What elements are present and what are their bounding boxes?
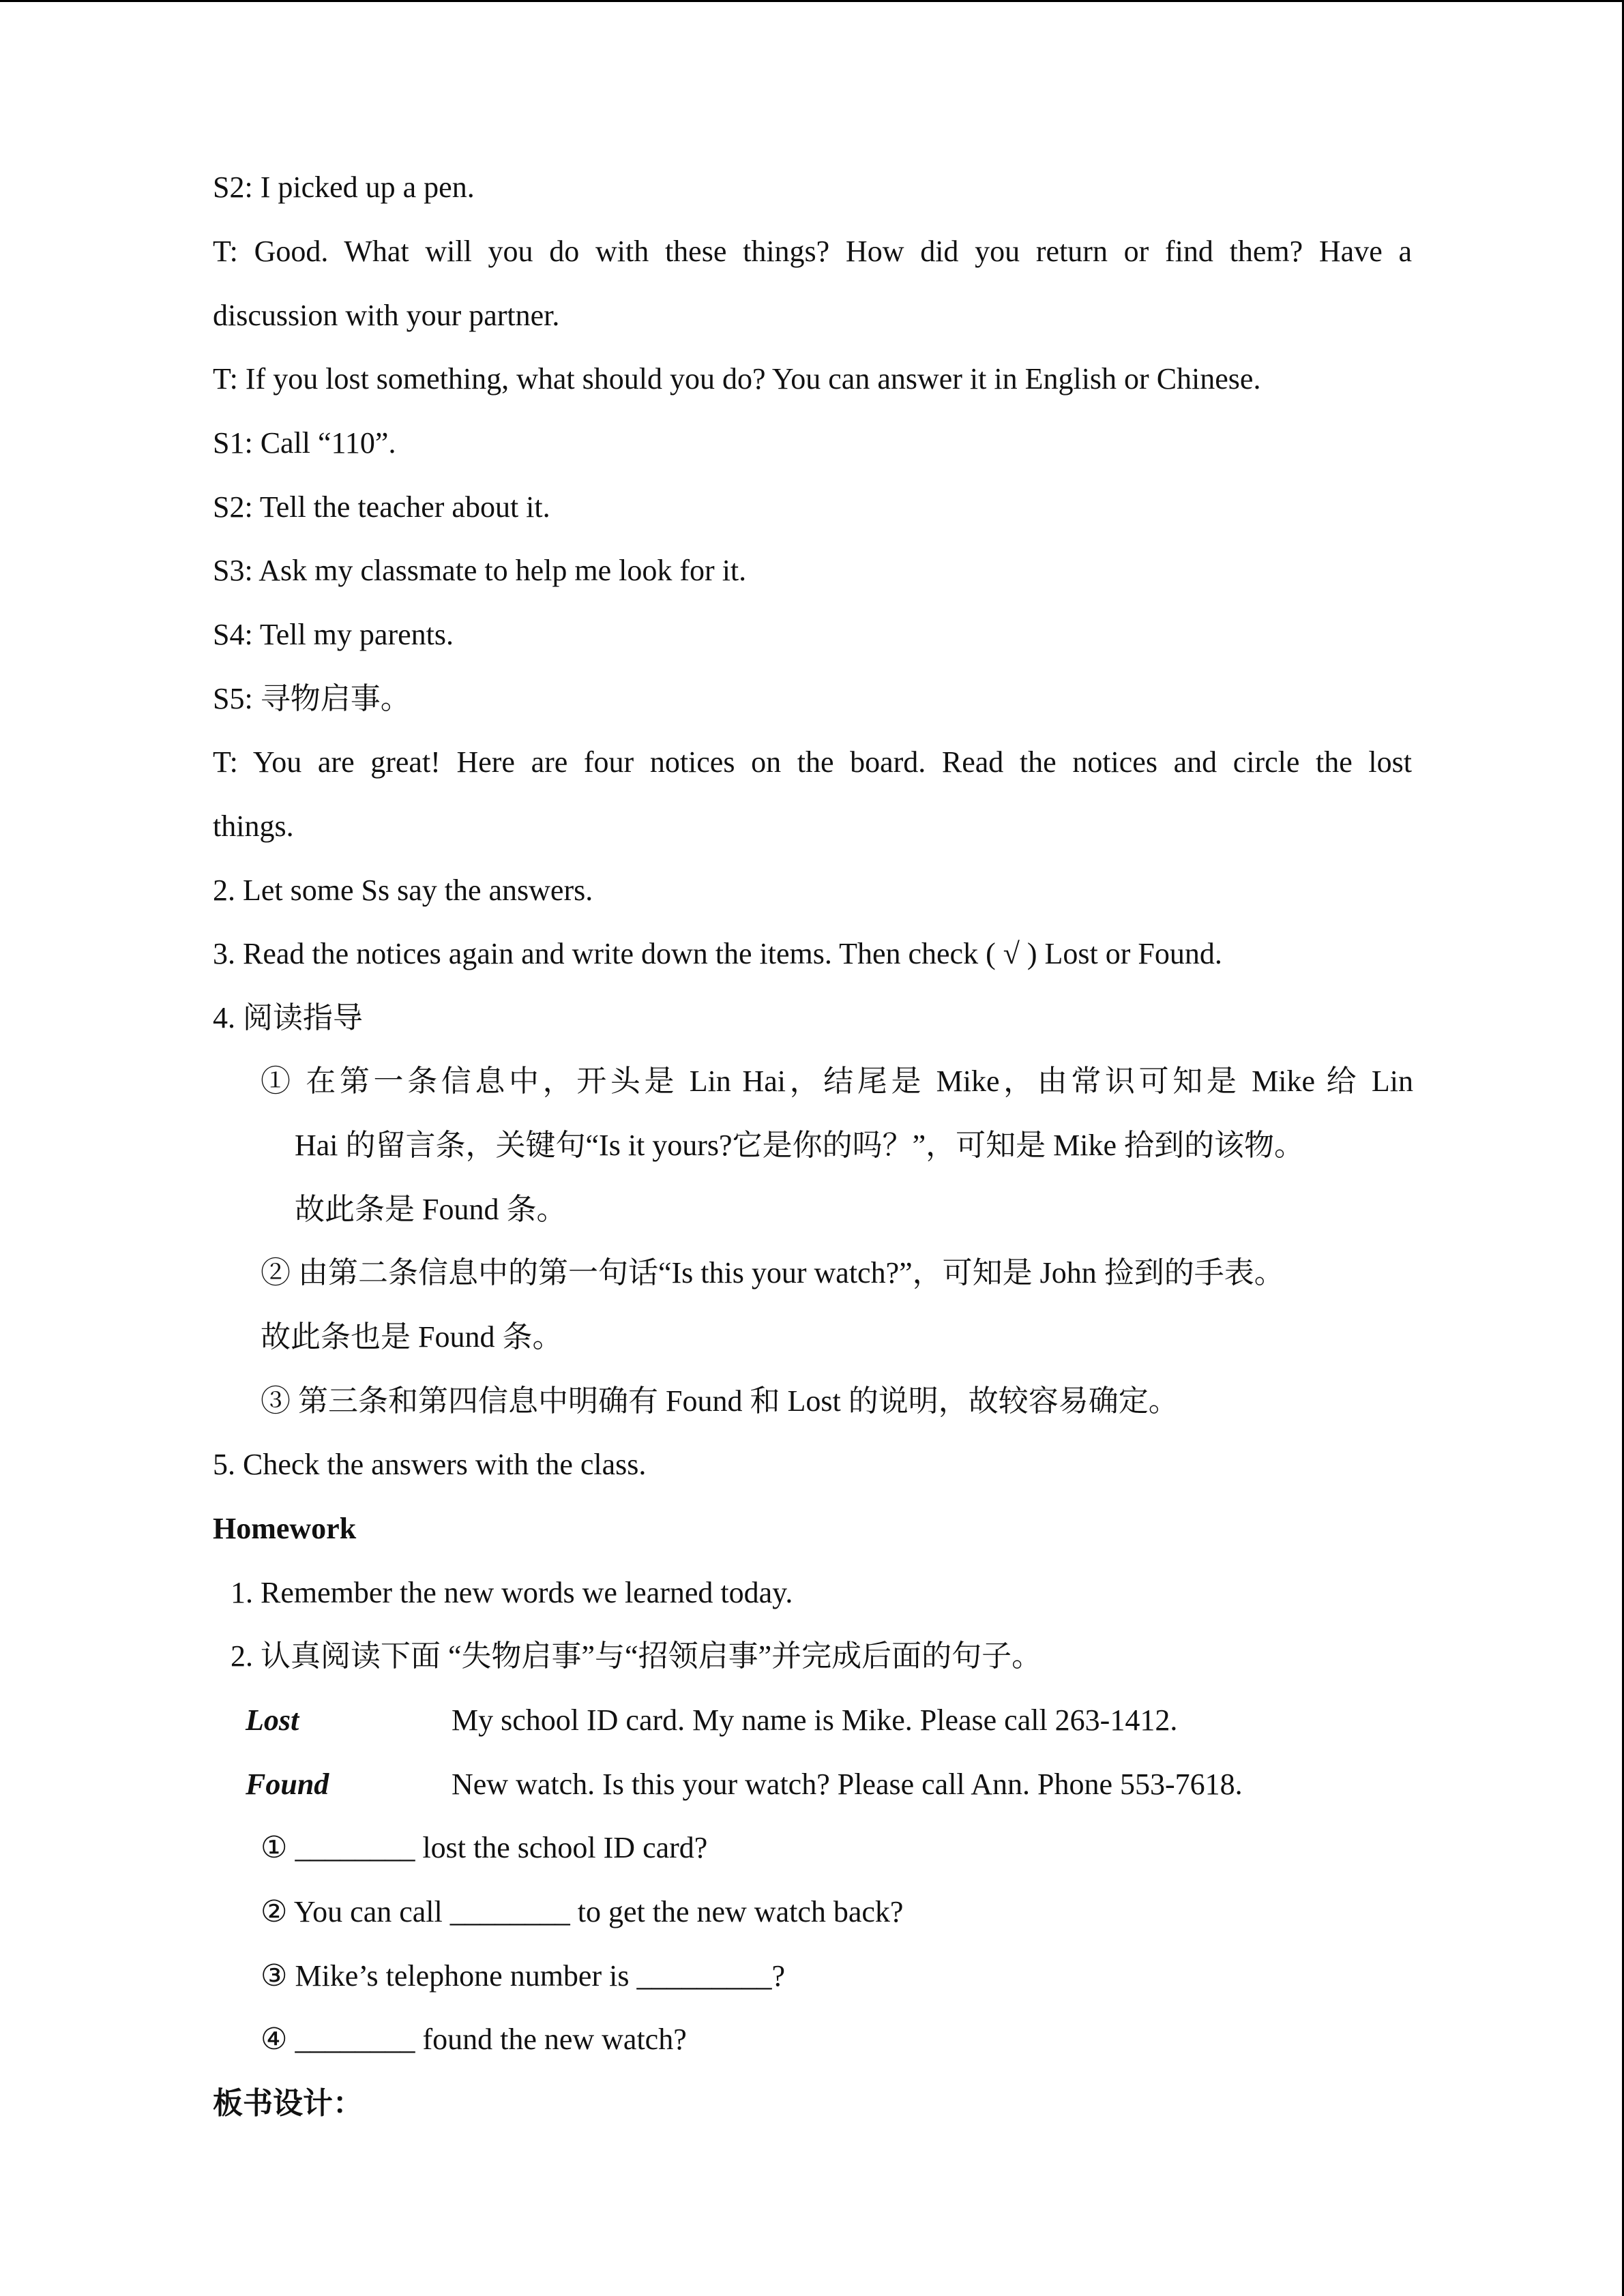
- step-line: 3. Read the notices again and write down the items. Then check ( √ ) Lost or Found.: [213, 937, 1222, 970]
- guide-item-1-cont: Hai 的留言条，关键句“Is it yours?它是你的吗？”，可知是 Mike 拾到的该物。: [295, 1129, 1304, 1162]
- guide-item-3: ③ 第三条和第四信息中明确有 Found 和 Lost 的说明，故较容易确定。: [261, 1384, 1179, 1418]
- lost-label: Lost: [246, 1703, 299, 1737]
- step-line: 4. 阅读指导: [213, 1001, 363, 1034]
- found-label: Found: [246, 1768, 329, 1801]
- guide-item-1: ① 在第一条信息中，开头是 Lin Hai，结尾是 Mike，由常识可知是 Mike 给 Lin: [261, 1064, 1413, 1098]
- dialogue-line: things.: [213, 809, 294, 843]
- dialogue-line: S2: I picked up a pen.: [213, 170, 475, 204]
- board-design-heading: 板书设计：: [213, 2087, 363, 2120]
- dialogue-line: S2: Tell the teacher about it.: [213, 490, 550, 524]
- page-top-border: [0, 0, 1624, 2]
- dialogue-line: S1: Call “110”.: [213, 426, 396, 460]
- homework-item: 1. Remember the new words we learned today.: [231, 1576, 793, 1609]
- found-notice-text: New watch. Is this your watch? Please call Ann. Phone 553-7618.: [452, 1768, 1243, 1801]
- dialogue-line: S4: Tell my parents.: [213, 618, 454, 651]
- question-item: ① ________ lost the school ID card?: [261, 1831, 708, 1864]
- guide-item-2-cont: 故此条也是 Found 条。: [261, 1320, 563, 1354]
- guide-item-2: ② 由第二条信息中的第一句话“Is this your watch?”，可知是 John 捡到的手表。: [261, 1256, 1284, 1289]
- lost-notice: [246, 1700, 1177, 1741]
- question-item: ④ ________ found the new watch?: [261, 2023, 687, 2056]
- lost-notice-text: My school ID card. My name is Mike. Please call 263-1412.: [452, 1703, 1178, 1737]
- step-line: 5. Check the answers with the class.: [213, 1448, 647, 1481]
- dialogue-line: S5: 寻物启事。: [213, 682, 411, 715]
- dialogue-line: discussion with your partner.: [213, 299, 560, 332]
- dialogue-line: S3: Ask my classmate to help me look for it.: [213, 554, 747, 587]
- step-line: 2. Let some Ss say the answers.: [213, 874, 593, 907]
- dialogue-line: T: You are great! Here are four notices on the board. Read the notices and circle the lost: [213, 745, 1412, 779]
- question-item: ③ Mike’s telephone number is _________?: [261, 1959, 785, 1993]
- homework-item: 2. 认真阅读下面 “失物启事”与“招领启事”并完成后面的句子。: [231, 1639, 1042, 1673]
- homework-heading: Homework: [213, 1512, 357, 1545]
- guide-item-1-cont: 故此条是 Found 条。: [295, 1193, 567, 1226]
- dialogue-line: T: If you lost something, what should you do? You can answer it in English or Chinese.: [213, 362, 1261, 396]
- dialogue-line: T: Good. What will you do with these things? How did you return or find them? Have a: [213, 235, 1412, 268]
- found-notice: [246, 1764, 1243, 1805]
- question-item: ② You can call ________ to get the new watch back?: [261, 1895, 904, 1928]
